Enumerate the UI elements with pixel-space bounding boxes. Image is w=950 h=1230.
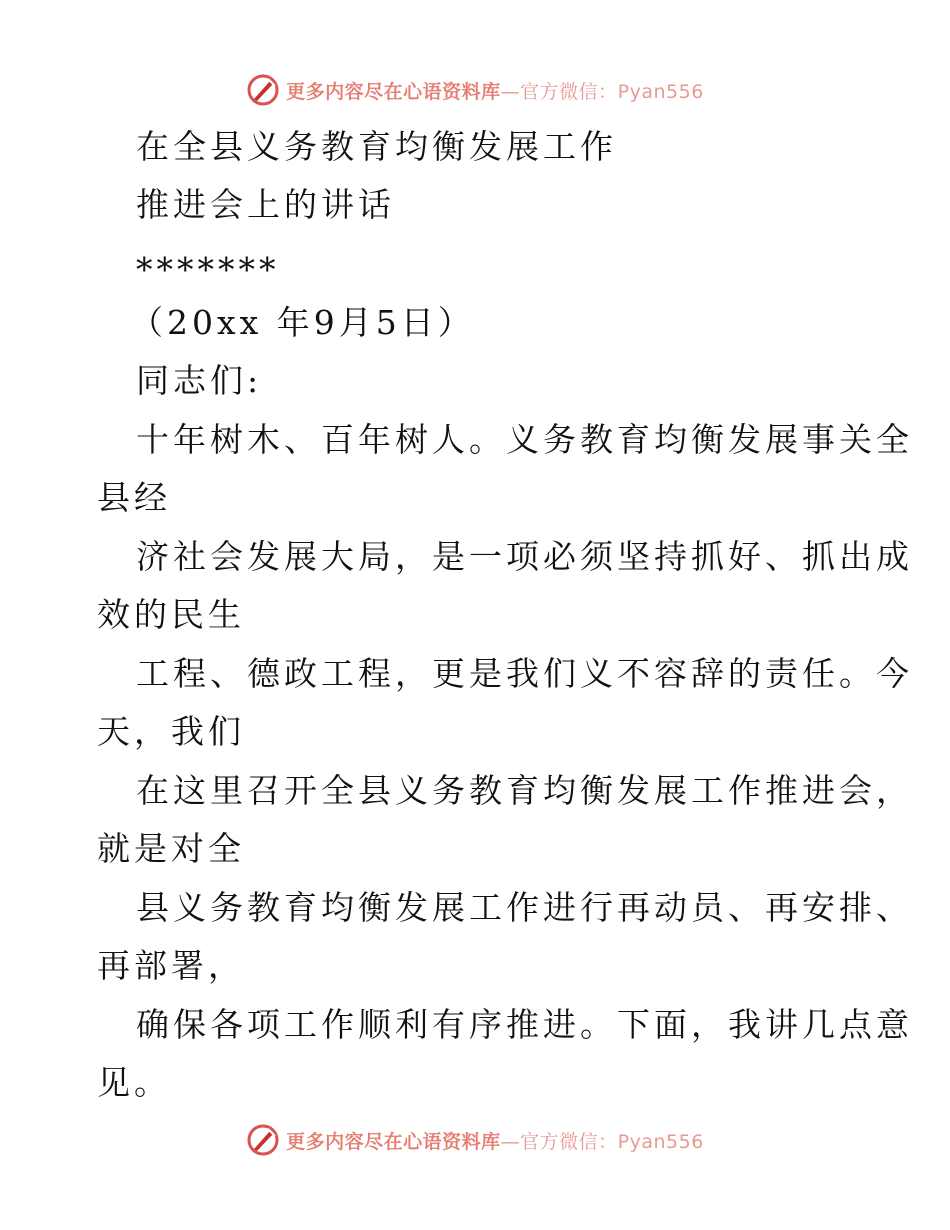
paragraph-line: 见。 [97,1063,171,1102]
paragraph-line: 就是对全 [97,829,245,868]
header-watermark [0,70,950,110]
watermark-contact: —官方微信：Pyan556 [500,1130,704,1153]
paragraph-line: 在这里召开全县义务教育均衡发展工作推进会， [136,771,913,810]
author-line: ******* [136,250,280,289]
paragraph-line: 县义务教育均衡发展工作进行再动员、再安排、 [136,888,913,927]
paragraph-line: 再部署， [97,946,245,985]
watermark-brand: 更多内容尽在心语资料库 [286,1130,501,1153]
watermark-contact: —官方微信：Pyan556 [500,80,704,103]
salutation: 同志们: [136,361,263,400]
paragraph-line: 工程、德政工程，更是我们义不容辞的责任。今 [136,654,913,693]
paragraph-line: 效的民生 [97,595,245,634]
quill-logo-icon [246,1123,280,1157]
title-line-2: 推进会上的讲话 [136,185,395,224]
quill-logo-icon [246,73,280,107]
watermark-text [286,1127,704,1154]
paragraph-line: 十年树木、百年树人。义务教育均衡发展事关全 [136,420,913,459]
date-line: （20xx 年9月5日） [130,303,475,342]
title-line-1: 在全县义务教育均衡发展工作 [136,127,617,166]
footer-watermark [0,1120,950,1160]
watermark-text [286,77,704,104]
paragraph-line: 确保各项工作顺利有序推进。下面，我讲几点意 [136,1005,913,1044]
paragraph-line: 济社会发展大局，是一项必须坚持抓好、抓出成 [136,537,913,576]
paragraph-line: 天，我们 [97,712,245,751]
paragraph-line: 县经 [97,478,171,517]
watermark-brand: 更多内容尽在心语资料库 [286,80,501,103]
